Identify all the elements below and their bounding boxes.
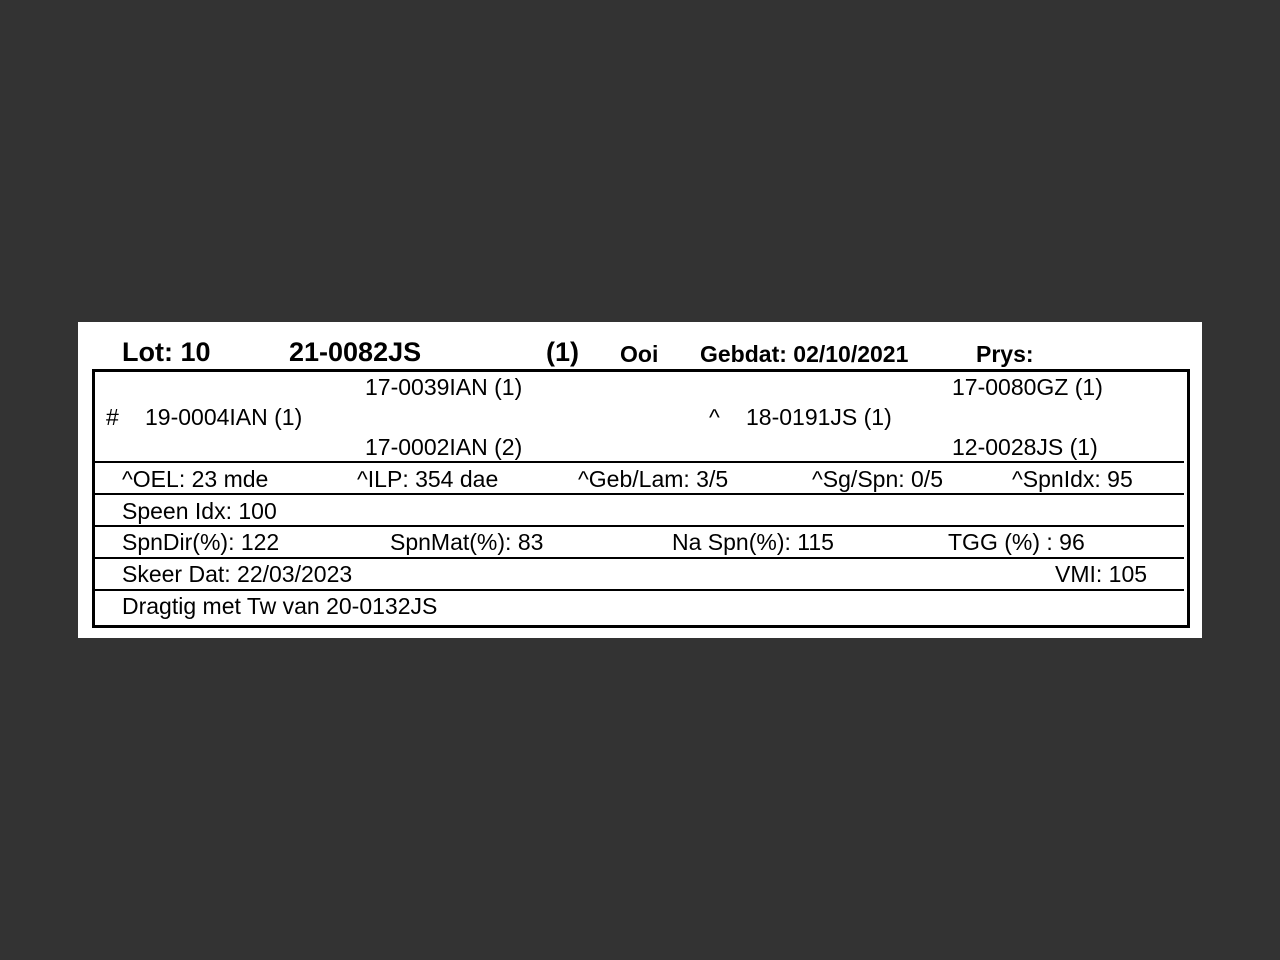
lot-card xyxy=(78,322,1202,638)
dam-dam: 12-0028JS (1) xyxy=(952,434,1098,460)
stat-oel: ^OEL: 23 mde xyxy=(122,466,269,492)
pregnancy-note: Dragtig met Tw van 20-0132JS xyxy=(122,593,438,619)
animal-id: 21-0082JS xyxy=(289,337,422,367)
spn-dir: SpnDir(%): 122 xyxy=(122,529,280,555)
vmi: VMI: 105 xyxy=(1055,561,1148,587)
stat-geb-lam: ^Geb/Lam: 3/5 xyxy=(578,466,729,492)
lot-number: Lot: 10 xyxy=(122,337,211,367)
row-divider xyxy=(92,461,1184,463)
row-divider xyxy=(92,525,1184,527)
speen-idx: Speen Idx: 100 xyxy=(122,498,277,524)
stat-sg-spn: ^Sg/Spn: 0/5 xyxy=(812,466,943,492)
dam-sire: 17-0080GZ (1) xyxy=(952,374,1103,400)
stat-ilp: ^ILP: 354 dae xyxy=(357,466,499,492)
shear-date: Skeer Dat: 22/03/2023 xyxy=(122,561,353,587)
dam: 18-0191JS (1) xyxy=(746,404,892,430)
animal-count: (1) xyxy=(546,337,579,367)
sire-marker: # xyxy=(106,404,119,430)
stat-spn-idx: ^SpnIdx: 95 xyxy=(1012,466,1133,492)
na-spn: Na Spn(%): 115 xyxy=(672,529,834,555)
row-divider xyxy=(92,493,1184,495)
sire-dam: 17-0002IAN (2) xyxy=(365,434,523,460)
row-divider xyxy=(92,589,1184,591)
dam-marker: ^ xyxy=(709,404,720,430)
birth-date: Gebdat: 02/10/2021 xyxy=(700,341,909,367)
row-divider xyxy=(92,557,1184,559)
sire: 19-0004IAN (1) xyxy=(145,404,303,430)
animal-sex: Ooi xyxy=(620,341,659,367)
price-label: Prys: xyxy=(976,341,1034,367)
sire-sire: 17-0039IAN (1) xyxy=(365,374,523,400)
spn-mat: SpnMat(%): 83 xyxy=(390,529,544,555)
tgg: TGG (%) : 96 xyxy=(948,529,1085,555)
